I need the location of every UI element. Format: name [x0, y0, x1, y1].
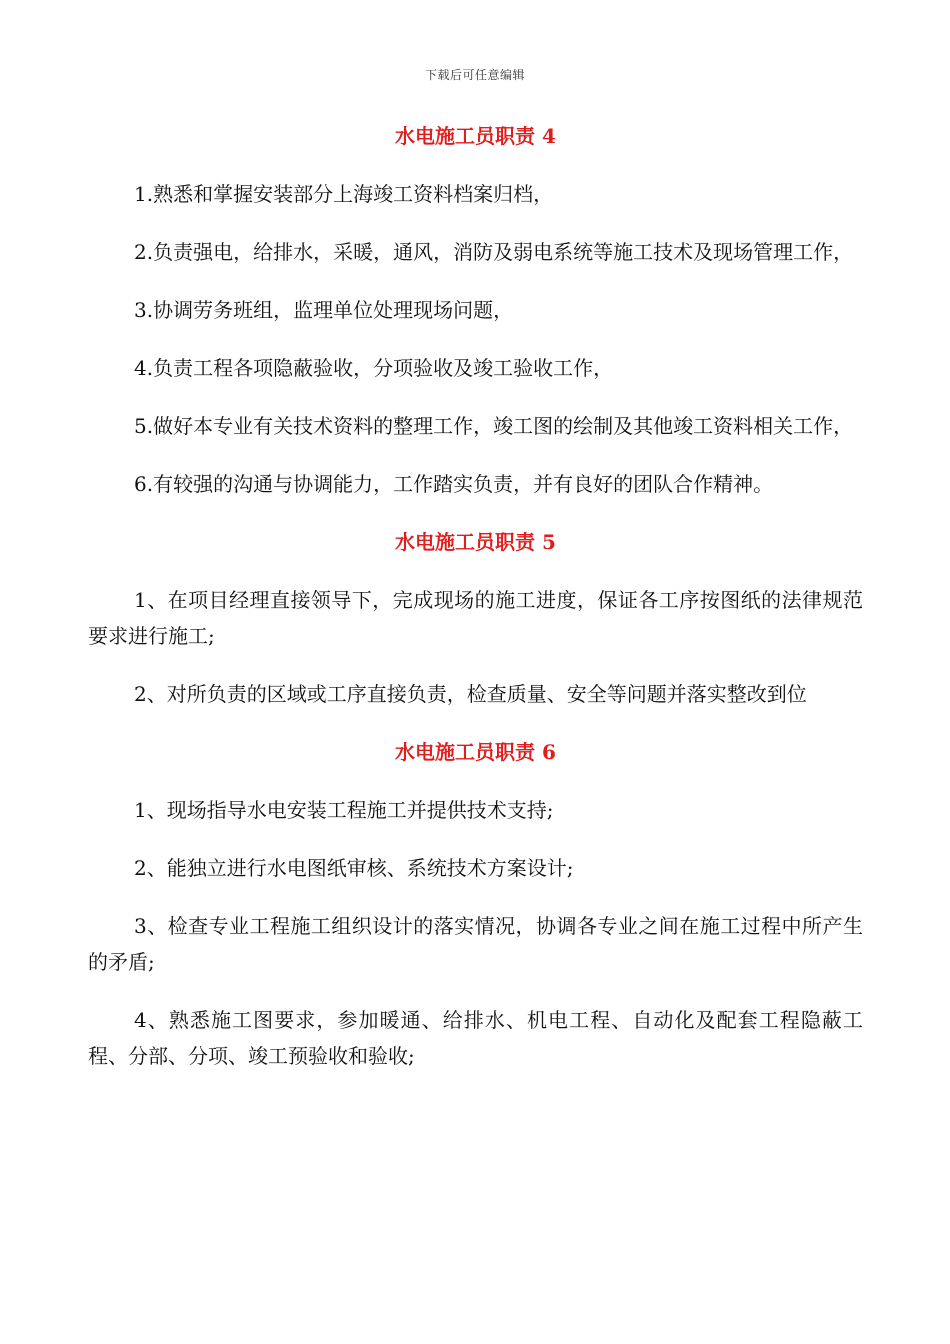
- paragraph: 5.做好本专业有关技术资料的整理工作，竣工图的绘制及其他竣工资料相关工作，: [134, 414, 854, 438]
- paragraph: 4、熟悉施工图要求，参加暖通、给排水、机电工程、自动化及配套工程隐蔽工程、分部、分项、竣工预验收和验收;: [88, 1008, 863, 1068]
- section-title-6: 水电施工员职责 6: [395, 740, 556, 764]
- section-title-4: 水电施工员职责 4: [395, 124, 556, 148]
- paragraph: 1、在项目经理直接领导下，完成现场的施工进度，保证各工序按图纸的法律规范要求进行施工;: [88, 588, 863, 648]
- paragraph: 2.负责强电，给排水，采暖，通风，消防及弱电系统等施工技术及现场管理工作，: [134, 240, 854, 264]
- paragraph: 1.熟悉和掌握安装部分上海竣工资料档案归档，: [134, 182, 554, 206]
- document-body: [88, 118, 863, 1096]
- paragraph: 1、现场指导水电安装工程施工并提供技术支持;: [134, 798, 554, 822]
- paragraph: 3、检查专业工程施工组织设计的落实情况，协调各专业之间在施工过程中所产生的矛盾;: [88, 914, 863, 974]
- paragraph: 2、对所负责的区域或工序直接负责，检查质量、安全等问题并落实整改到位: [134, 682, 807, 706]
- paragraph: 2、能独立进行水电图纸审核、系统技术方案设计;: [134, 856, 574, 880]
- paragraph: 4.负责工程各项隐蔽验收，分项验收及竣工验收工作，: [134, 356, 614, 380]
- section-title-5: 水电施工员职责 5: [395, 530, 556, 554]
- paragraph: 3.协调劳务班组，监理单位处理现场问题，: [134, 298, 514, 322]
- paragraph: 6.有较强的沟通与协调能力，工作踏实负责，并有良好的团队合作精神。: [134, 472, 774, 496]
- header-note: 下载后可任意编辑: [424, 68, 525, 82]
